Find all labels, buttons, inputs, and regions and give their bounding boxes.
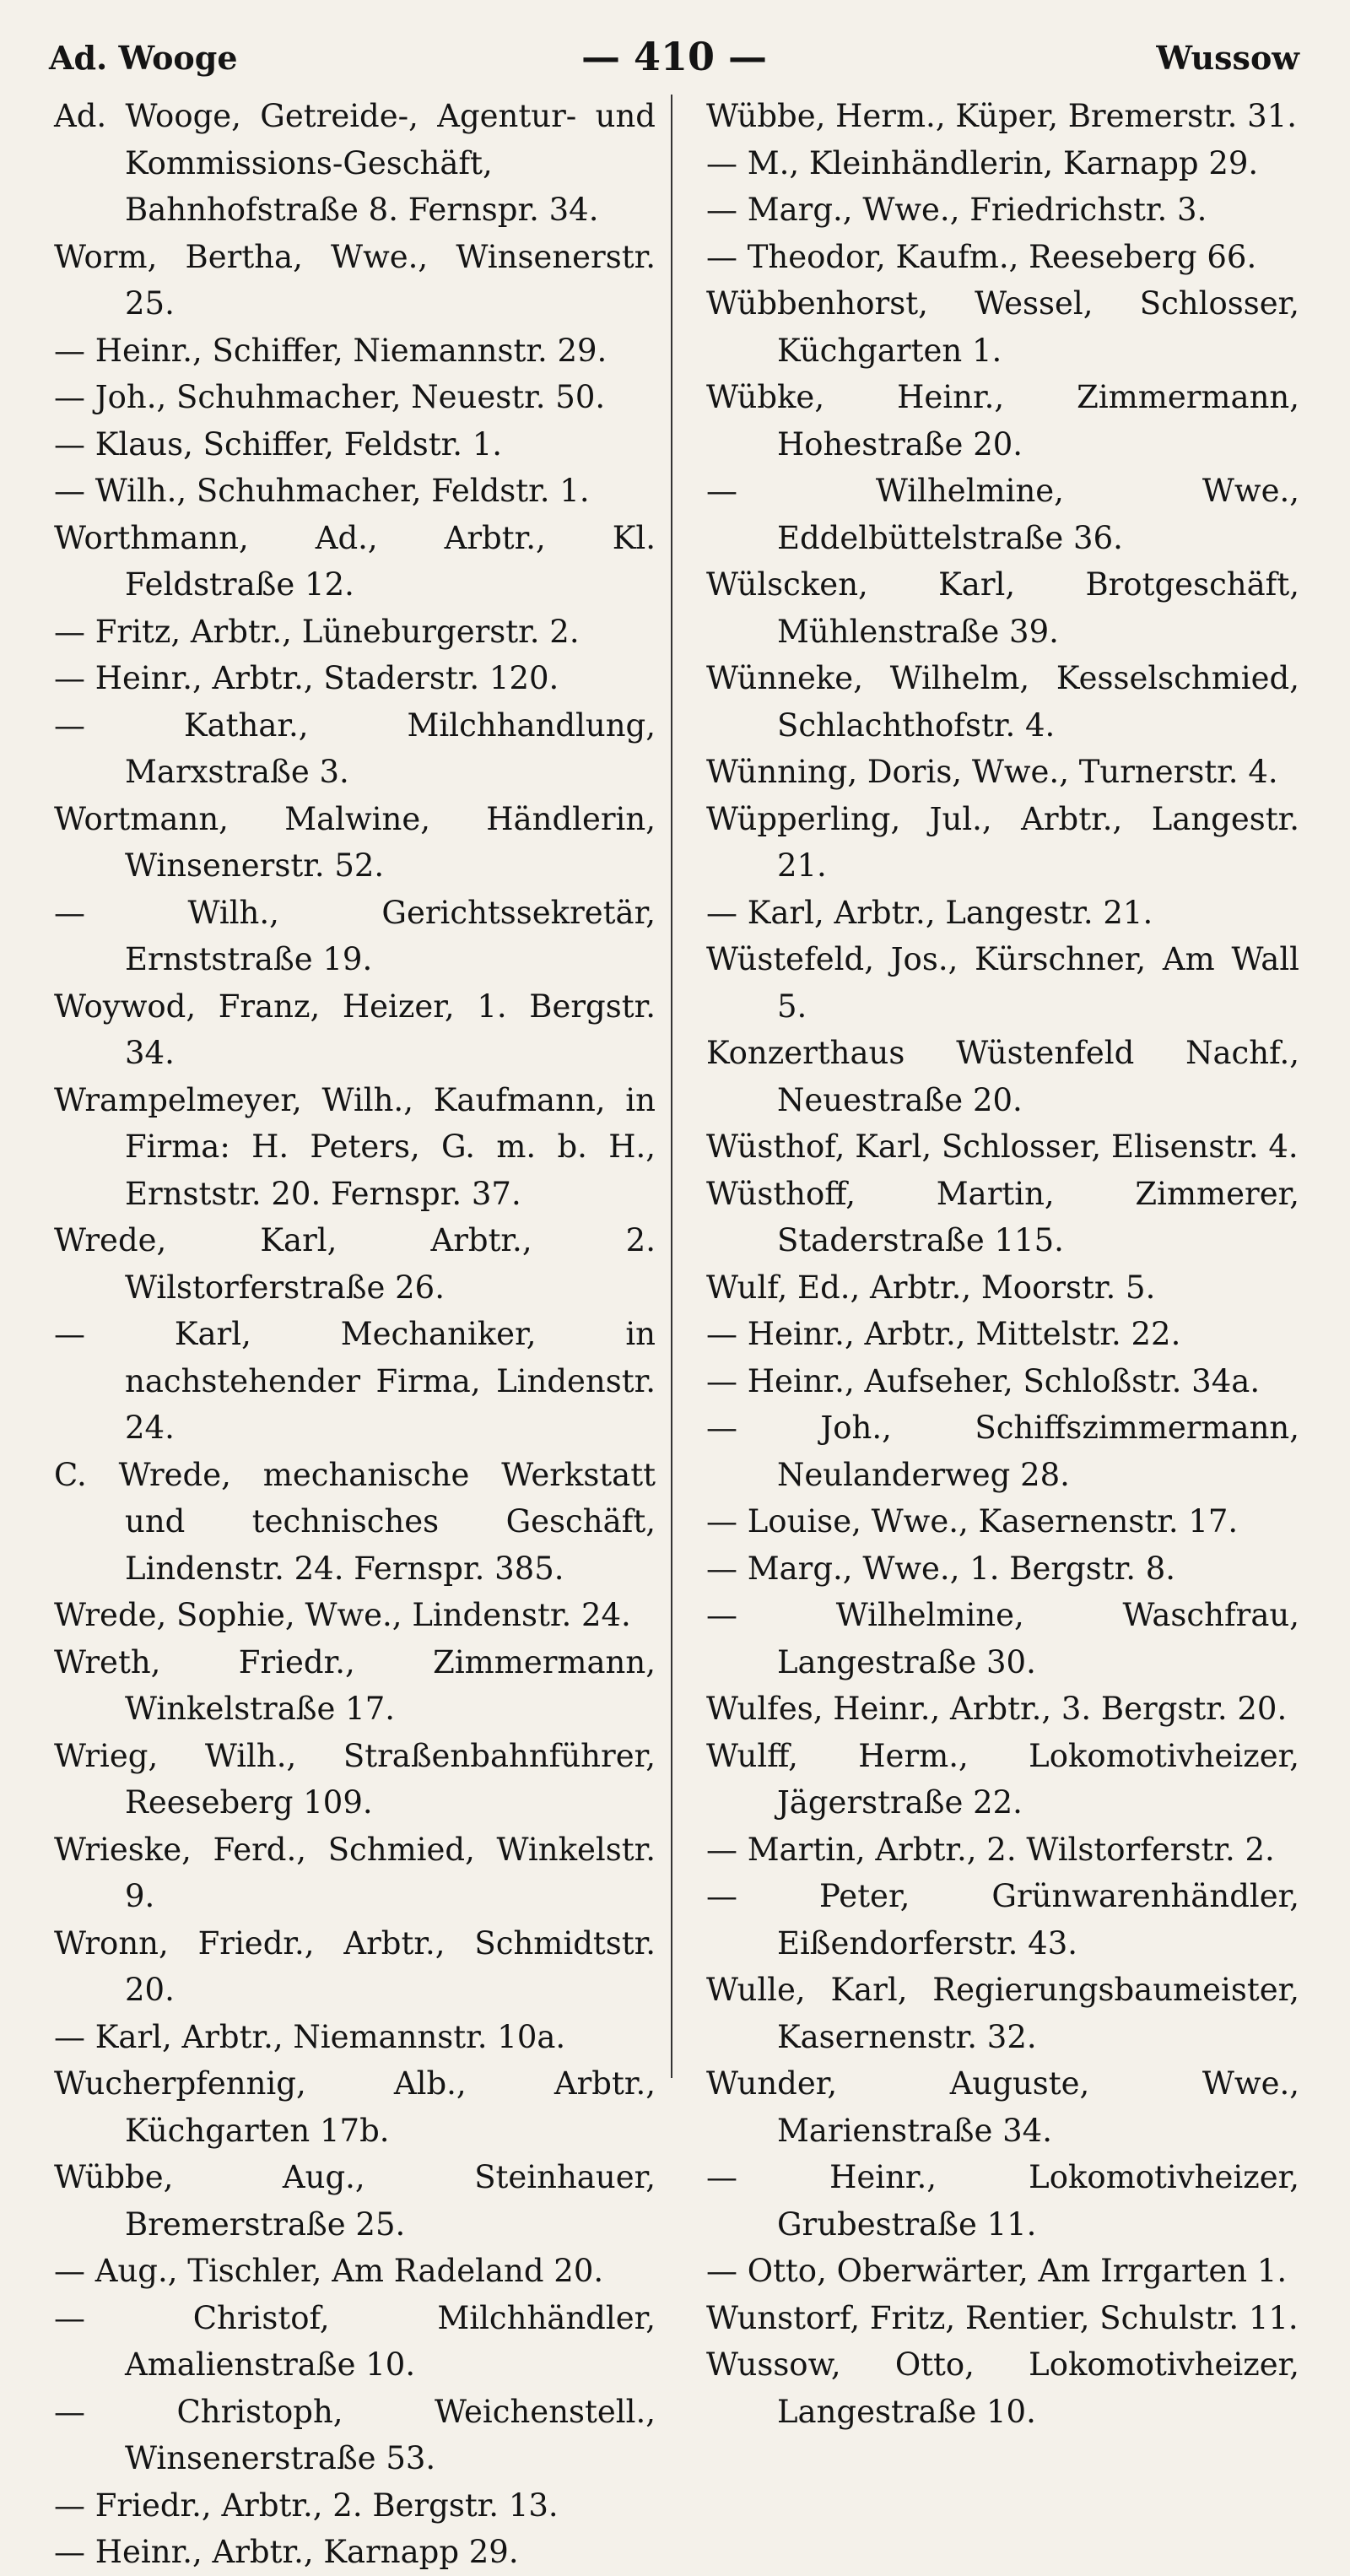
entry: — Christoph, Weichenstell., Winsenerstraße 53. [54, 2393, 656, 2476]
entry: — Marg., Wwe., Friedrichstr. 3. [705, 192, 1207, 228]
entry: Wulff, Herm., Lokomotivheizer, Jägerstraße 22. [705, 1737, 1299, 1821]
entry: Wortmann, Malwine, Händlerin, Winsenerstr. 52. [54, 800, 656, 884]
entry: Wulfes, Heinr., Arbtr., 3. Bergstr. 20. [705, 1691, 1288, 1727]
entry: Wübke, Heinr., Zimmermann, Hohestraße 20. [705, 379, 1299, 463]
entry: — Aug., Tischler, Am Radeland 20. [54, 2253, 604, 2289]
entry: Wrieske, Ferd., Schmied, Winkelstr. 9. [54, 1831, 656, 1914]
left-column [49, 93, 656, 2570]
entry: — Fritz, Arbtr., Lüneburgerstr. 2. [54, 613, 580, 650]
entry: — Heinr., Arbtr., Staderstr. 120. [54, 660, 559, 696]
entry: — M., Kleinhändlerin, Karnapp 29. [705, 144, 1259, 181]
entry: — Wilhelmine, Waschfrau, Langestraße 30. [705, 1597, 1299, 1680]
entry: Wronn, Friedr., Arbtr., Schmidtstr. 20. [54, 1924, 656, 2008]
entry: Wucherpfennig, Alb., Arbtr., Küchgarten 17b. [54, 2065, 656, 2149]
entry: Wünning, Doris, Wwe., Turnerstr. 4. [705, 754, 1278, 790]
entry: — Heinr., Aufseher, Schloßstr. 34a. [705, 1362, 1261, 1399]
entry: C. Wrede, mechanische Werkstatt und technisches Geschäft, Lindenstr. 24. Fernspr. 385. [54, 1456, 656, 1587]
entry: — Klaus, Schiffer, Feldstr. 1. [54, 425, 503, 463]
entry: — Friedr., Arbtr., 2. Bergstr. 13. [54, 2487, 559, 2524]
entry: Wübbe, Aug., Steinhauer, Bremerstraße 25. [54, 2159, 656, 2243]
header-first-entry: Ad. Wooge [49, 39, 238, 77]
entry: Wünneke, Wilhelm, Kesselschmied, Schlachthofstr. 4. [705, 660, 1299, 744]
entry: Worthmann, Ad., Arbtr., Kl. Feldstraße 12. [54, 519, 656, 603]
entry: Worm, Bertha, Wwe., Winsenerstr. 25. [54, 238, 656, 322]
page-header [49, 34, 1299, 93]
entry: — Peter, Grünwarenhändler, Eißendorferstr. 43. [705, 1878, 1299, 1962]
column-divider [671, 95, 672, 2078]
entry: Wrampelmeyer, Wilh., Kaufmann, in Firma: H. Peters, G. m. b. H., Ernststr. 20. Fernspr. 37. [54, 1081, 656, 1212]
entry: Wunstorf, Fritz, Rentier, Schulstr. 11. [705, 2299, 1299, 2336]
right-column [686, 93, 1299, 2430]
entry: — Louise, Wwe., Kasernenstr. 17. [705, 1503, 1239, 1540]
entry: — Martin, Arbtr., 2. Wilstorferstr. 2. [705, 1831, 1275, 1868]
entry: — Karl, Arbtr., Niemannstr. 10a. [54, 2018, 566, 2055]
entry: Wussow, Otto, Lokomotivheizer, Langestraße 10. [705, 2346, 1299, 2430]
entry: Wüsthoff, Martin, Zimmerer, Staderstraße 115. [705, 1175, 1299, 1258]
entry: — Karl, Mechaniker, in nachstehender Firma, Lindenstr. 24. [54, 1316, 656, 1446]
entry: — Karl, Arbtr., Langestr. 21. [705, 894, 1153, 931]
entry: — Theodor, Kaufm., Reeseberg 66. [705, 238, 1257, 275]
entry: — Heinr., Arbtr., Mittelstr. 22. [705, 1316, 1181, 1352]
entry: — Joh., Schiffszimmermann, Neulanderweg 28. [705, 1410, 1299, 1493]
entry: Wulle, Karl, Regierungsbaumeister, Kasernenstr. 32. [705, 1972, 1299, 2055]
entry: Wüsthof, Karl, Schlosser, Elisenstr. 4. [705, 1128, 1299, 1165]
entry: Wrieg, Wilh., Straßenbahnführer, Reeseberg 109. [54, 1737, 656, 1821]
entry: Konzerthaus Wüstenfeld Nachf., Neuestraße 20. [705, 1035, 1299, 1118]
entry: Wulf, Ed., Arbtr., Moorstr. 5. [705, 1269, 1156, 1306]
entry: Wübbe, Herm., Küper, Bremerstr. 31. [705, 98, 1298, 134]
entry: Wüstefeld, Jos., Kürschner, Am Wall 5. [705, 941, 1299, 1025]
entry: — Marg., Wwe., 1. Bergstr. 8. [705, 1550, 1176, 1587]
entry: Wreth, Friedr., Zimmermann, Winkelstraße 17. [54, 1643, 656, 1727]
entry: — Heinr., Schiffer, Niemannstr. 29. [54, 332, 608, 369]
entry: — Kathar., Milchhandlung, Marxstraße 3. [54, 706, 656, 790]
entry: Wüpperling, Jul., Arbtr., Langestr. 21. [705, 800, 1299, 884]
entry: — Heinr., Lokomotivheizer, Grubestraße 11. [705, 2159, 1299, 2243]
entry: Wunder, Auguste, Wwe., Marienstraße 34. [705, 2065, 1299, 2149]
header-last-entry: Wussow [1156, 39, 1299, 77]
entry: Wübbenhorst, Wessel, Schlosser, Küchgarten 1. [705, 285, 1299, 369]
entry: — Christof, Milchhändler, Amalienstraße 10. [54, 2299, 656, 2383]
directory-columns [49, 93, 1299, 2570]
entry: — Otto, Oberwärter, Am Irrgarten 1. [705, 2253, 1288, 2289]
entry: — Wilh., Gerichtssekretär, Ernststraße 19. [54, 894, 656, 977]
entry: Ad. Wooge, Getreide-, Agentur- und Kommissions-Geschäft, Bahnhofstraße 8. Fernspr. 34. [54, 98, 656, 228]
entry: — Wilhelmine, Wwe., Eddelbüttelstraße 36. [705, 473, 1299, 556]
entry: — Heinr., Arbtr., Karnapp 29. [54, 2534, 519, 2570]
entry: — Joh., Schuhmacher, Neuestr. 50. [54, 379, 606, 415]
page-number: — 410 — [580, 34, 768, 79]
entry: Wrede, Sophie, Wwe., Lindenstr. 24. [54, 1597, 631, 1633]
entry: Wrede, Karl, Arbtr., 2. Wilstorferstraße 26. [54, 1222, 656, 1306]
entry: Wülscken, Karl, Brotgeschäft, Mühlenstraße 39. [705, 566, 1299, 650]
entry: — Wilh., Schuhmacher, Feldstr. 1. [54, 473, 590, 509]
entry: Woywod, Franz, Heizer, 1. Bergstr. 34. [54, 988, 656, 1071]
